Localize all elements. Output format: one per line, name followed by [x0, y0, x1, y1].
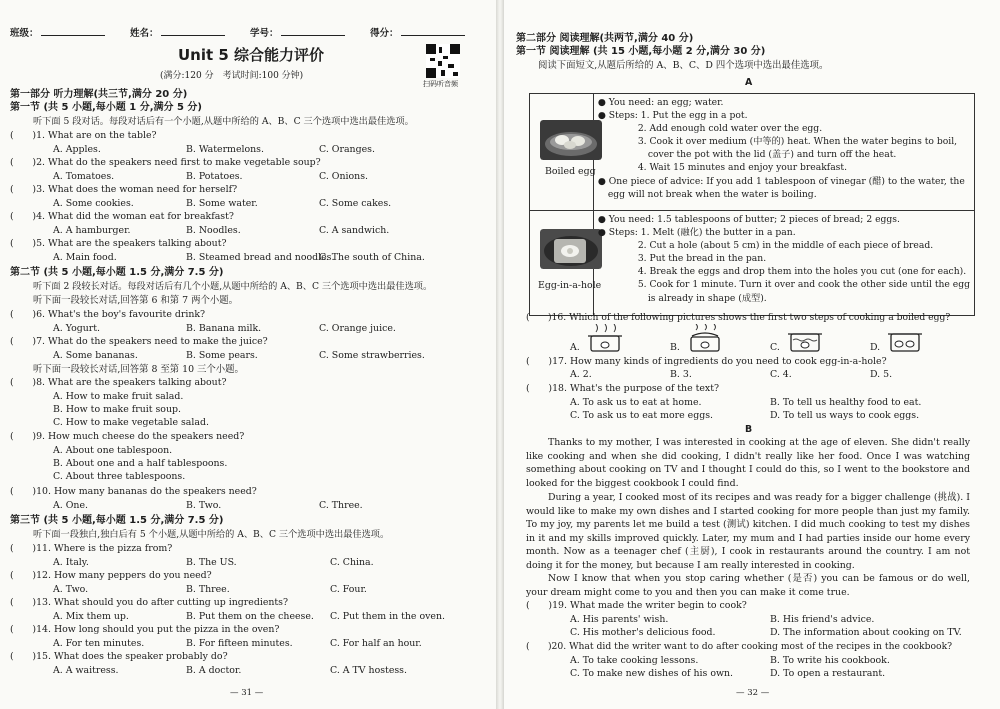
question-19: ( )19. What made the writer begin to cook?	[526, 600, 747, 611]
section3-heading: 第三节 (共 5 小题,每小题 1.5 分,满分 7.5 分)	[10, 515, 224, 526]
exam-info: (满分:120 分 考试时间:100 分钟)	[160, 71, 304, 81]
boiled-egg-label: Boiled egg	[545, 166, 596, 177]
question-15: ( )15. What does the speaker probably do?	[10, 651, 228, 662]
q13-option-a[interactable]: A. Mix them up.	[53, 611, 129, 622]
section2-dialogue-a: 听下面一段较长对话,回答第 6 和第 7 两个小题。	[33, 295, 238, 306]
q4-option-a[interactable]: A. A hamburger.	[53, 225, 131, 236]
egg-hole-image-cell	[530, 211, 602, 316]
question-5: ( )5. What are the speakers talking about?	[10, 238, 227, 249]
passage-a-label: A	[745, 77, 753, 88]
q10-option-a[interactable]: A. One.	[53, 500, 88, 511]
q19-option-a[interactable]: A. His parents' wish.	[570, 614, 669, 625]
question-10: ( )10. How many bananas do the speakers need?	[10, 486, 257, 497]
q19-option-d[interactable]: D. The information about cooking on TV.	[770, 627, 962, 638]
right-page	[504, 0, 1000, 709]
question-6: ( )6. What's the boy's favourite drink?	[10, 309, 206, 320]
score-label: 得分：	[370, 28, 399, 39]
q14-option-b[interactable]: B. For fifteen minutes.	[186, 638, 293, 649]
question-14: ( )14. How long should you put the pizza in the oven?	[10, 624, 280, 635]
boiled-egg-photo-icon	[540, 120, 602, 160]
q9-option-b[interactable]: B. About one and a half tablespoons.	[53, 458, 228, 469]
q3-option-c[interactable]: C. Some cakes.	[319, 198, 392, 209]
egghole-step-2: 2. Cut a hole (about 5 cm) in the middle of each piece of bread.	[637, 240, 934, 252]
question-11: ( )11. Where is the pizza from?	[10, 543, 173, 554]
boiled-step-3: 3. Cook it over medium (中等的) heat. When the water begins to boil,	[637, 136, 958, 148]
section2-dialogue-b: 听下面一段较长对话,回答第 8 至第 10 三个小题。	[33, 364, 244, 375]
q18-option-d[interactable]: D. To tell us ways to cook eggs.	[770, 410, 920, 421]
q2-option-a[interactable]: A. Tomatoes.	[53, 171, 115, 182]
page-number: — 32 —	[736, 688, 770, 698]
q20-option-a[interactable]: A. To take cooking lessons.	[570, 655, 699, 666]
pot-eggs-icon	[888, 326, 922, 354]
qr-caption: 扫码听音频	[423, 80, 458, 88]
class-label: 班级：	[10, 28, 39, 39]
q1-option-c[interactable]: C. Oranges.	[319, 144, 375, 155]
q6-option-b[interactable]: B. Banana milk.	[186, 323, 262, 334]
class-field[interactable]	[10, 26, 105, 40]
passage-b-paragraph-1: Thanks to my mother, I was interested in cooking at the age of eleven. She didn't really like cooking and when she did cooking, I didn't really like her food. Once I was watching something about cooking on TV and I thought I could do this, so I went to the bookstore and looked for the biggest cookbook I could find.	[526, 437, 970, 489]
part2-heading: 第二部分 阅读理解(共两节,满分 40 分)	[516, 33, 694, 44]
q9-option-c[interactable]: C. About three tablespoons.	[53, 471, 186, 482]
question-3: ( )3. What does the woman need for herself?	[10, 184, 238, 195]
q15-option-b[interactable]: B. A doctor.	[186, 665, 242, 676]
egg-in-a-hole-photo-icon	[540, 229, 602, 269]
boiled-step-1: ● Steps: 1. Put the egg in a pot.	[597, 110, 748, 122]
question-9: ( )9. How much cheese do the speakers need?	[10, 431, 245, 442]
question-7: ( )7. What do the speakers need to make the juice?	[10, 336, 268, 347]
boiled-need: ● You need: an egg; water.	[597, 97, 724, 108]
reading-instructions: 阅读下面短文,从题后所给的 A、B、C、D 四个选项中选出最佳选项。	[538, 60, 829, 71]
egghole-step-1: ● Steps: 1. Melt (融化) the butter in a pan.	[597, 227, 796, 239]
book-gutter	[496, 0, 504, 709]
left-page	[0, 0, 496, 709]
passage-b-paragraph-2: During a year, I cooked most of its recipes and was ready for a bigger challenge (挑战). I would like to make my own dishes and I started cooking for more people than just my family. To my joy, my parents let me build a test (测试) kitchen. I did much cooking to test my dishes in it and my skills improved quickly. Later, my mum and I had parties inside our home every month. Now as a teenager chef (主厨), I cook in restaurants around the country. I am not doing it for the money, but because I am really interested in cooking.	[526, 492, 970, 571]
q3-option-a[interactable]: A. Some cookies.	[53, 198, 134, 209]
q20-option-d[interactable]: D. To open a restaurant.	[770, 668, 886, 679]
egghole-step-5-cont: is already in shape (成型).	[647, 292, 767, 304]
q2-option-b[interactable]: B. Potatoes.	[186, 171, 243, 182]
q7-option-c[interactable]: C. Some strawberries.	[319, 350, 425, 361]
recipe-row-boiled-egg	[530, 94, 975, 211]
recipe-table	[529, 93, 975, 316]
section1-heading: 第一节 (共 5 小题,每小题 1 分,满分 5 分)	[10, 102, 202, 113]
pot-steam-icon	[588, 324, 622, 354]
q10-option-b[interactable]: B. Two.	[186, 500, 222, 511]
q12-option-a[interactable]: A. Two.	[53, 584, 89, 595]
section1-instructions: 听下面 5 段对话。每段对话后有一个小题,从题中所给的 A、B、C 三个选项中选出最佳选项。	[33, 116, 414, 127]
q19-option-c[interactable]: C. His mother's delicious food.	[570, 627, 716, 638]
q18-option-c[interactable]: C. To ask us to eat more eggs.	[570, 410, 713, 421]
q17-option-d[interactable]: D. 5.	[870, 369, 893, 380]
question-18: ( )18. What's the purpose of the text?	[526, 383, 720, 394]
section3-instructions: 听下面一段独白,独白后有 5 个小题,从题中所给的 A、B、C 三个选项中选出最佳选项。	[33, 529, 390, 540]
question-2: ( )2. What do the speakers need first to make vegetable soup?	[10, 157, 321, 168]
q7-option-a[interactable]: A. Some bananas.	[53, 350, 138, 361]
q5-option-a[interactable]: A. Main food.	[53, 252, 117, 263]
q1-option-b[interactable]: B. Watermelons.	[186, 144, 264, 155]
q6-option-c[interactable]: C. Orange juice.	[319, 323, 396, 334]
name-label: 姓名：	[130, 28, 159, 39]
q16-option-c[interactable]: C.	[770, 342, 780, 353]
section2-instructions: 听下面 2 段较长对话。每段对话后有几个小题,从题中所给的 A、B、C 三个选项中选出最佳选项。	[33, 281, 433, 292]
q2-option-c[interactable]: C. Onions.	[319, 171, 368, 182]
page-number: — 31 —	[230, 688, 264, 698]
section2-heading: 第二节 (共 5 小题,每小题 1.5 分,满分 7.5 分)	[10, 267, 224, 278]
egghole-need: ● You need: 1.5 tablespoons of butter; 2 pieces of bread; 2 eggs.	[597, 214, 900, 225]
boiled-step-3-cont: cover the pot with the lid (盖子) and turn off the heat.	[647, 149, 897, 161]
q18-option-a[interactable]: A. To ask us to eat at home.	[570, 397, 702, 408]
egghole-step-4: 4. Break the eggs and drop them into the holes you cut (one for each).	[637, 266, 967, 278]
q20-option-c[interactable]: C. To make new dishes of his own.	[570, 668, 734, 679]
passage-b-paragraph-3: Now I know that when you stop caring whether (是否) you can be famous or do well, your dream might come to you and then you can make it come true.	[526, 573, 970, 598]
boiled-advice-cont: egg will not break when the water is boiling.	[607, 188, 817, 200]
egg-hole-recipe	[593, 211, 974, 316]
q11-option-a[interactable]: A. Italy.	[53, 557, 89, 568]
qr-code-icon[interactable]	[426, 44, 460, 78]
egg-hole-label: Egg-in-a-hole	[538, 280, 602, 291]
q11-option-c[interactable]: C. China.	[330, 557, 374, 568]
q13-option-b[interactable]: B. Put them on the cheese.	[186, 611, 314, 622]
q12-option-c[interactable]: C. Four.	[330, 584, 367, 595]
q11-option-b[interactable]: B. The US.	[186, 557, 237, 568]
recipe-row-egg-in-a-hole	[530, 211, 975, 316]
part1-heading: 第一部分 听力理解(共三节,满分 20 分)	[10, 89, 188, 100]
q5-option-c[interactable]: C. The south of China.	[319, 252, 425, 263]
question-8: ( )8. What are the speakers talking about?	[10, 377, 227, 388]
q16-option-d[interactable]: D.	[870, 342, 881, 353]
q9-option-a[interactable]: A. About one tablespoon.	[53, 445, 173, 456]
q8-option-b[interactable]: B. How to make fruit soup.	[53, 404, 181, 415]
q16-option-a[interactable]: A.	[570, 342, 580, 353]
question-1: ( )1. What are on the table?	[10, 130, 157, 141]
q3-option-b[interactable]: B. Some water.	[186, 198, 258, 209]
egghole-step-5: 5. Cook for 1 minute. Turn it over and cook the other side until the egg	[637, 279, 970, 291]
student-id-field[interactable]	[250, 26, 345, 40]
q8-option-a[interactable]: A. How to make fruit salad.	[53, 391, 184, 402]
q12-option-b[interactable]: B. Three.	[186, 584, 230, 595]
q14-option-c[interactable]: C. For half an hour.	[330, 638, 422, 649]
boiled-egg-image-cell	[530, 94, 594, 211]
q10-option-c[interactable]: C. Three.	[319, 500, 363, 511]
q14-option-a[interactable]: A. For ten minutes.	[53, 638, 145, 649]
q17-option-b[interactable]: B. 3.	[670, 369, 692, 380]
score-field[interactable]	[370, 26, 465, 40]
question-12: ( )12. How many peppers do you need?	[10, 570, 212, 581]
question-17: ( )17. How many kinds of ingredients do you need to cook egg-in-a-hole?	[526, 356, 887, 367]
page-title: Unit 5 综合能力评价	[178, 46, 325, 64]
boiled-egg-recipe	[593, 94, 974, 211]
passage-b-label: B	[745, 424, 753, 435]
reading-section-heading: 第一节 阅读理解 (共 15 小题,每小题 2 分,满分 30 分)	[516, 46, 766, 57]
q1-option-a[interactable]: A. Apples.	[53, 144, 101, 155]
boiled-step-4: 4. Wait 15 minutes and enjoy your breakfast.	[637, 162, 847, 174]
q8-option-c[interactable]: C. How to make vegetable salad.	[53, 417, 209, 428]
question-13: ( )13. What should you do after cutting up ingredients?	[10, 597, 289, 608]
q13-option-c[interactable]: C. Put them in the oven.	[330, 611, 445, 622]
question-4: ( )4. What did the woman eat for breakfast?	[10, 211, 234, 222]
q19-option-b[interactable]: B. His friend's advice.	[770, 614, 875, 625]
id-label: 学号：	[250, 28, 279, 39]
q18-option-b[interactable]: B. To tell us healthy food to eat.	[770, 397, 922, 408]
question-16: ( )16. Which of the following pictures shows the first two steps of cooking a boiled egg?	[526, 312, 951, 323]
q6-option-a[interactable]: A. Yogurt.	[53, 323, 101, 334]
q4-option-b[interactable]: B. Noodles.	[186, 225, 241, 236]
q4-option-c[interactable]: C. A sandwich.	[319, 225, 390, 236]
q20-option-b[interactable]: B. To write his cookbook.	[770, 655, 890, 666]
q15-option-a[interactable]: A. A waitress.	[53, 665, 119, 676]
q17-option-c[interactable]: C. 4.	[770, 369, 792, 380]
question-20: ( )20. What did the writer want to do after cooking most of the recipes in the cookbook?	[526, 641, 953, 652]
name-field[interactable]	[130, 26, 225, 40]
q17-option-a[interactable]: A. 2.	[570, 369, 592, 380]
boiled-step-2: 2. Add enough cold water over the egg.	[637, 123, 823, 135]
egghole-step-3: 3. Put the bread in the pan.	[637, 253, 767, 265]
boiled-advice: ● One piece of advice: If you add 1 tablespoon of vinegar (醋) to the water, the	[597, 175, 965, 187]
q5-option-b[interactable]: B. Steamed bread and noodles.	[186, 252, 335, 263]
pot-lid-steam-icon	[688, 324, 722, 354]
pot-water-icon	[788, 326, 822, 354]
q7-option-b[interactable]: B. Some pears.	[186, 350, 258, 361]
q16-option-b[interactable]: B.	[670, 342, 680, 353]
q15-option-c[interactable]: C. A TV hostess.	[330, 665, 407, 676]
